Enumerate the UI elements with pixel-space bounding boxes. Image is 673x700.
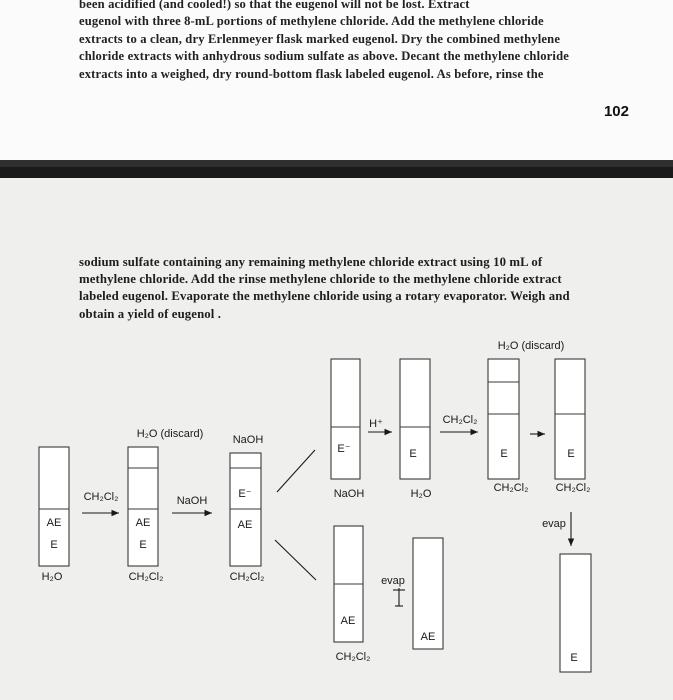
evap-label-middle: evap [381, 575, 405, 587]
tube-6-below-label: CH₂Cl₂ [493, 482, 529, 494]
tube-4-below-label: NaOH [333, 488, 365, 500]
text-line: extracts into a weighed, dry round-bottom flask labeled eugenol. As before, rinse the [79, 66, 544, 81]
tube-10-layer-label: E [570, 652, 578, 664]
tube-1-lower-label: E [50, 539, 58, 551]
text-line: chloride extracts with anhydrous sodium sulfate as above. Decant the methylene chloride [79, 49, 569, 64]
arrow-up-diagonal [277, 450, 315, 492]
tube-5-layer-label: E [409, 448, 417, 460]
h-plus-label: H⁺ [369, 418, 383, 430]
arrow-1-label: CH₂Cl₂ [83, 491, 119, 503]
tube-1-below-label: H₂O [41, 571, 63, 583]
tube-6-top-label: H₂O (discard) [497, 340, 565, 352]
tube-6 [488, 359, 519, 479]
tube-8-below-label: CH₂Cl₂ [335, 651, 371, 663]
tube-3-lower-label: AE [237, 519, 253, 531]
text-line: been acidified (and cooled!) so that the eugenol will not be lost. Extract [79, 0, 470, 11]
text-line: extracts to a clean, dry Erlenmeyer flask marked eugenol. Dry the combined methylene [79, 31, 561, 46]
tube-7-layer-label: E [567, 448, 575, 460]
tube-5 [400, 359, 430, 479]
tube-7 [555, 359, 585, 479]
page-number: 102 [603, 103, 629, 120]
tube-2-upper-label: AE [135, 517, 151, 529]
ch2cl2-arrow-label: CH₂Cl₂ [442, 414, 478, 426]
tube-4-layer-label: E⁻ [337, 443, 351, 455]
tube-6-layer-label: E [500, 448, 508, 460]
tube-1-upper-label: AE [46, 517, 62, 529]
text-line: obtain a yield of eugenol . [79, 306, 222, 321]
text-line: sodium sulfate containing any remaining methylene chloride extract using 10 mL of [79, 255, 543, 269]
arrow-2-label: NaOH [176, 495, 208, 507]
text-line: labeled eugenol. Evaporate the methylene chloride using a rotary evaporator. Weigh and [79, 289, 570, 304]
tube-3-upper-label: E⁻ [238, 488, 252, 500]
tube-3-below-label: CH₂Cl₂ [229, 571, 265, 583]
arrow-down-diagonal [275, 540, 316, 580]
tube-9-layer-label: AE [420, 631, 436, 643]
tube-5-below-label: H₂O [410, 488, 432, 500]
tube-2-lower-label: E [139, 539, 147, 551]
text-line: eugenol with three 8-mL portions of methylene chloride. Add the methylene chloride [79, 14, 544, 29]
tube-2-top-label: H₂O (discard) [136, 428, 204, 440]
evap-label-right: evap [542, 518, 566, 530]
tube-3-top-label: NaOH [232, 434, 264, 446]
tube-8-layer-label: AE [340, 615, 356, 627]
text-line: methylene chloride. Add the rinse methylene chloride to the methylene chloride extract [79, 272, 562, 287]
tube-7-below-label: CH₂Cl₂ [555, 482, 591, 494]
tube-4 [331, 359, 360, 479]
tube-2-below-label: CH₂Cl₂ [128, 571, 164, 583]
